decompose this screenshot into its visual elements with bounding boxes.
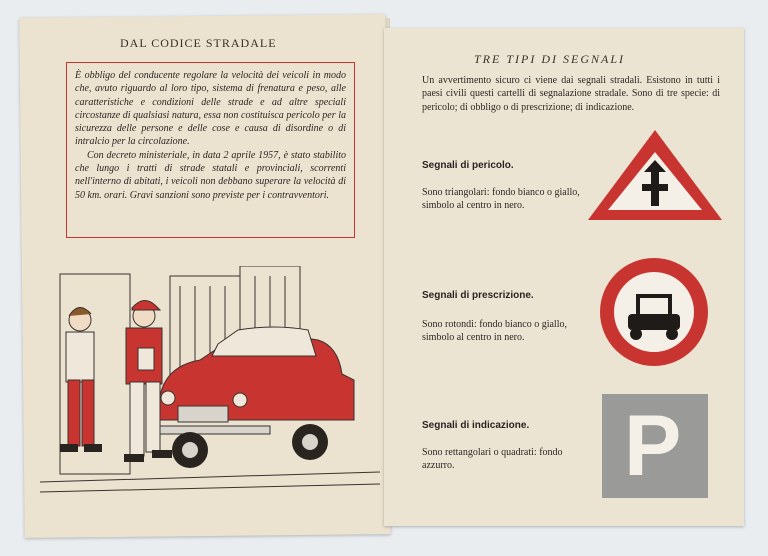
right-page-title: TRE TIPI DI SEGNALI — [474, 52, 625, 66]
parking-sign — [602, 394, 708, 498]
indication-signs-title: Segnali di indicazione. — [422, 420, 530, 431]
intro-paragraph: Un avvertimento sicuro ci viene dai segnali stradali. Esistono in tutti i paesi civili questi cartelli di segnalazione stradale. Sono di tre specie: di pericolo; di obbligo o di prescrizione; di indicazione. — [422, 75, 720, 113]
street-scene-illustration — [40, 266, 380, 502]
left-page-title: DAL CODICE STRADALE — [120, 36, 277, 50]
indication-signs-text: Sono rettangolari o quadrati: fondo azzurro. — [422, 447, 563, 471]
danger-signs-title: Segnali di pericolo. — [422, 160, 514, 171]
parking-letter: P — [624, 398, 682, 494]
prescription-signs-text: Sono rotondi: fondo bianco o giallo, simbolo al centro in nero. — [422, 319, 567, 343]
decree-paragraph: Con decreto ministeriale, in data 2 aprile 1957, è stato stabilito che lungo i tratti di strade statali e provinciali, scorrenti nell'interno di abitati, i veicoli non debbano superare la velocità di 50 km. orari. Gravi sanzioni sono previste per i contravventori. — [75, 149, 346, 201]
speed-rule-paragraph: È obbligo del conducente regolare la velocità dei veicoli in modo che, avuto riguardo al loro tipo, sistema di frenatura e peso, alle caratteristiche e condizioni delle strade e ad altre speciali circostanze di qualsiasi natura, essa non costituisca pericolo per la sicurezza delle persone e delle cose e causa di disordine o di intralcio per la circolazione. — [75, 70, 346, 148]
red-car — [160, 327, 354, 468]
boy-left — [60, 307, 102, 452]
prohibition-circle-sign — [598, 256, 710, 368]
warning-triangle-sign — [584, 126, 726, 224]
highway-code-box — [66, 62, 355, 238]
prescription-signs-title: Segnali di prescrizione. — [422, 290, 534, 301]
danger-signs-text: Sono triangolari: fondo bianco o giallo, simbolo al centro in nero. — [422, 187, 580, 211]
boy-right — [124, 300, 172, 462]
